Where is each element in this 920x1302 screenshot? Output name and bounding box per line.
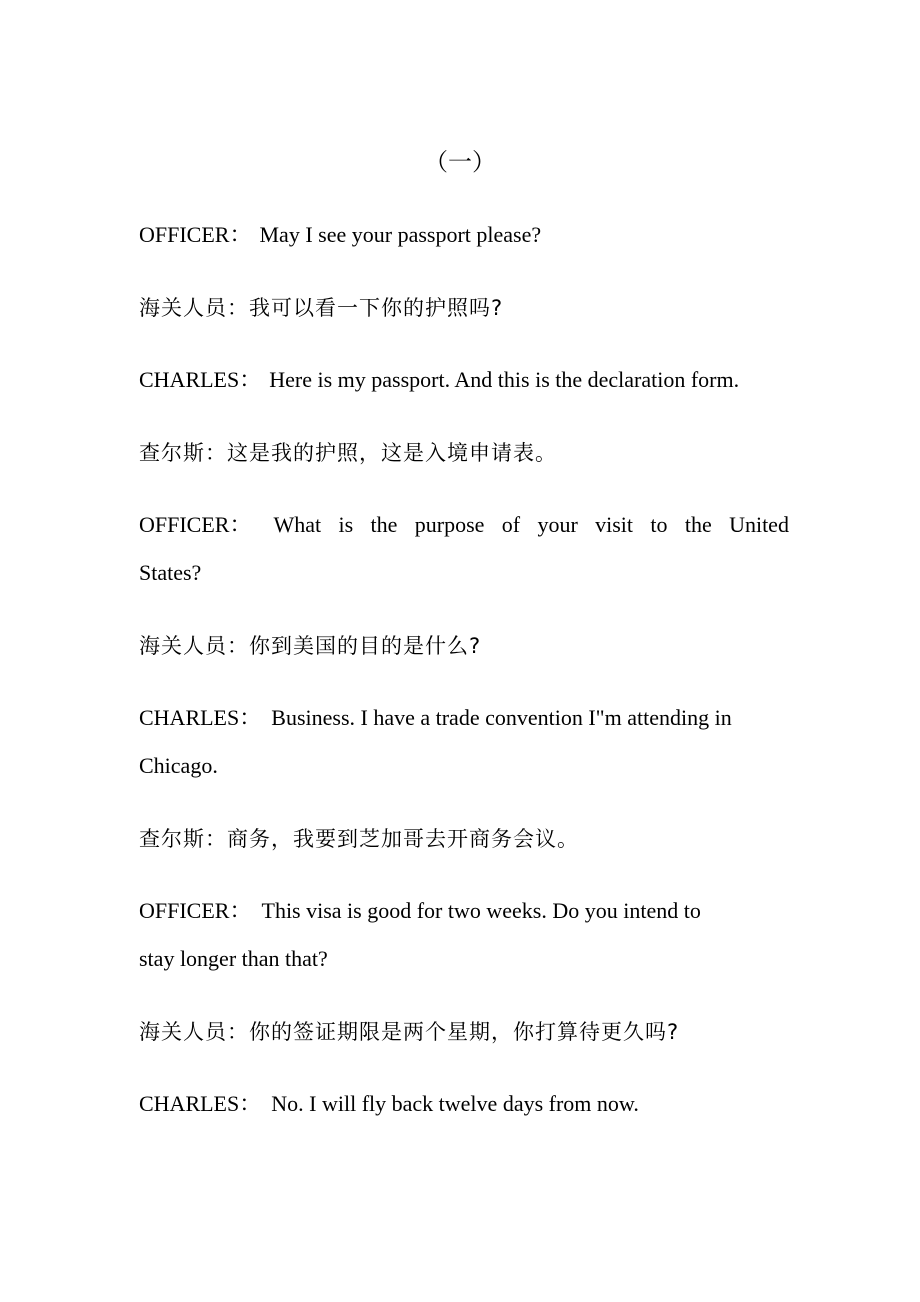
- section-heading: （一）: [424, 148, 496, 176]
- word: is: [338, 512, 354, 537]
- dialogue-text: This visa is good for two weeks. Do you intend to: [261, 898, 701, 923]
- speaker-separator: ：: [239, 705, 262, 730]
- word: the: [684, 512, 712, 537]
- speaker-label: CHARLES: [139, 367, 240, 392]
- speaker-separator: ：: [229, 222, 252, 247]
- word: of: [501, 512, 521, 537]
- speaker-label: CHARLES: [139, 1091, 240, 1116]
- word: your: [537, 512, 578, 537]
- dialogue-continuation: States?: [139, 560, 202, 585]
- speaker-separator: ：: [229, 512, 252, 537]
- speaker-label: OFFICER: [139, 898, 230, 923]
- dialogue-text: [274, 511, 790, 539]
- speaker-label: CHARLES: [139, 705, 240, 730]
- dialogue-line-officer-1: [139, 221, 789, 249]
- dialogue-line-charles-2: [139, 704, 789, 732]
- dialogue-text: May I see your passport please?: [259, 222, 542, 247]
- translation-line-4: 查尔斯：商务，我要到芝加哥去开商务会议。: [139, 827, 579, 851]
- dialogue-text: No. I will fly back twelve days from now.: [271, 1091, 639, 1116]
- translation-line-3: 海关人员：你到美国的目的是什么?: [139, 634, 482, 658]
- speaker-label: OFFICER: [139, 512, 230, 537]
- word: to: [650, 512, 668, 537]
- translation-line-5: 海关人员：你的签证期限是两个星期，你打算待更久吗?: [139, 1020, 680, 1044]
- dialogue-line-officer-2: [139, 511, 789, 539]
- word: purpose: [414, 512, 485, 537]
- dialogue-continuation: stay longer than that?: [139, 946, 328, 971]
- word: United: [729, 512, 789, 537]
- word: visit: [595, 512, 634, 537]
- dialogue-line-officer-3: [139, 897, 789, 925]
- word: the: [370, 512, 398, 537]
- translation-line-2: 查尔斯：这是我的护照，这是入境申请表。: [139, 441, 557, 465]
- translation-line-1: 海关人员：我可以看一下你的护照吗?: [139, 296, 504, 320]
- speaker-separator: ：: [239, 1091, 262, 1116]
- speaker-label: OFFICER: [139, 222, 230, 247]
- dialogue-text: Here is my passport. And this is the declaration form.: [269, 367, 740, 392]
- speaker-separator: ：: [239, 367, 262, 392]
- dialogue-continuation: Chicago.: [139, 753, 218, 778]
- dialogue-text: Business. I have a trade convention I"m attending in: [271, 705, 732, 730]
- dialogue-line-charles-1: [139, 366, 789, 394]
- speaker-separator: ：: [229, 898, 252, 923]
- word: What: [273, 512, 322, 537]
- dialogue-line-charles-3: [139, 1090, 789, 1118]
